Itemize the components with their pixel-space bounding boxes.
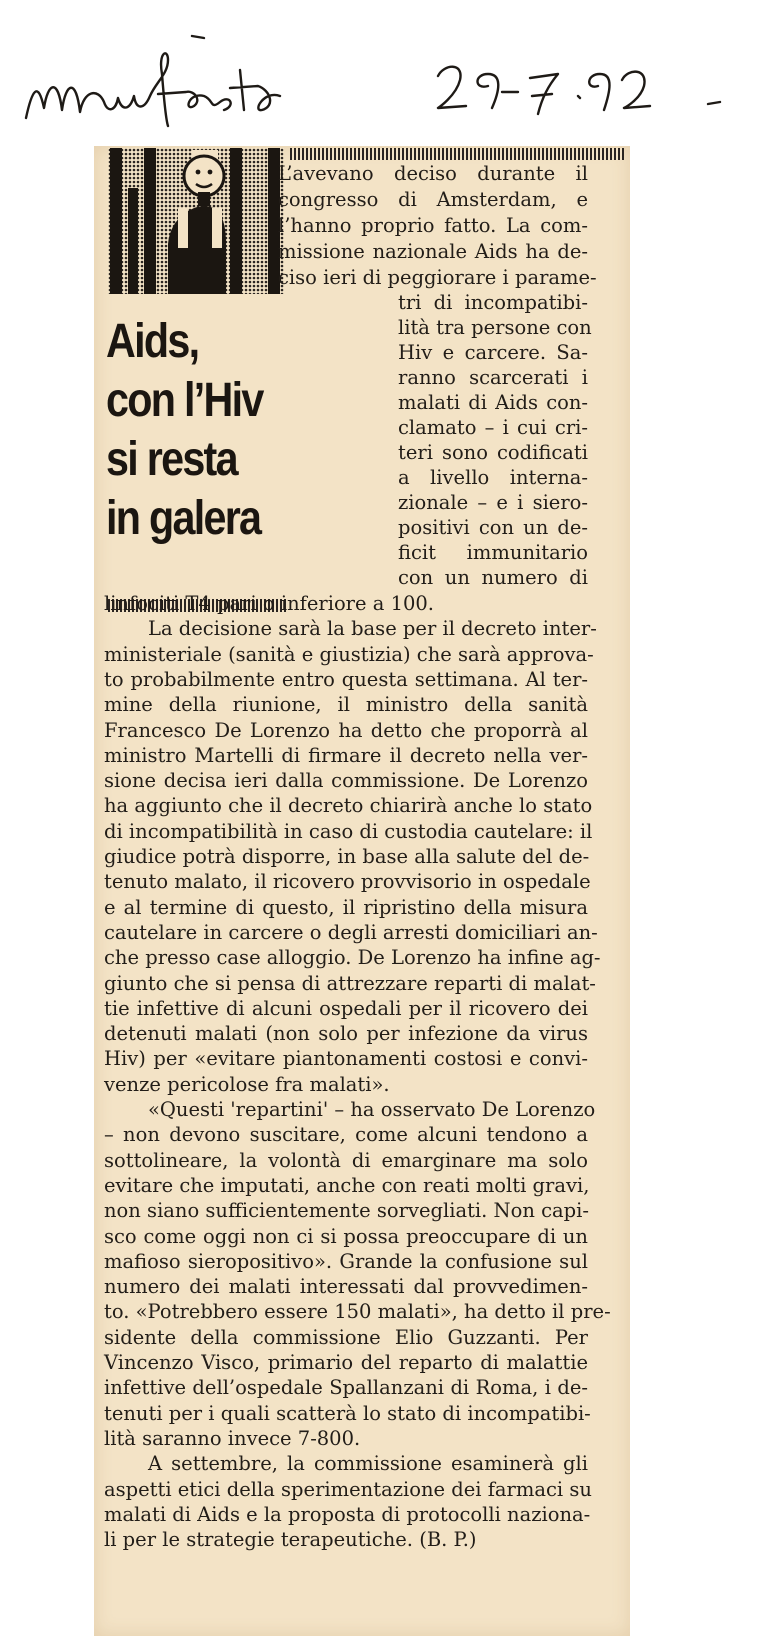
article-line: tie infettive di alcuni ospedali per il ricovero dei — [104, 996, 588, 1020]
article-line: tri di incompatibi- — [398, 291, 588, 314]
article-line: e al termine di questo, il ripristino della misura — [104, 895, 588, 919]
article-line: to probabilmente entro questa settimana. Al ter- — [104, 667, 588, 691]
article-line: ranno scarcerati i — [398, 366, 588, 389]
headline-line: si resta — [106, 433, 237, 486]
article-line: sione decisa ieri dalla commissione. De Lorenzo — [104, 769, 588, 793]
article-line: sco come oggi non ci si possa preoccupare di un — [104, 1224, 588, 1248]
article-line: lità saranno invece 7-800. — [104, 1426, 361, 1450]
article-line: l’hanno proprio fatto. La com- — [278, 214, 588, 237]
headline-line: con l’Hiv — [106, 374, 263, 427]
article-line: ministeriale (sanità e giustizia) che sarà approva- — [104, 642, 594, 666]
article-line: congresso di Amsterdam, e — [278, 188, 588, 211]
article-line: li per le strategie terapeutiche. (B. P.) — [104, 1528, 477, 1552]
article-line: giudice potrà disporre, in base alla salute del de- — [104, 845, 590, 868]
decorative-rule-top — [290, 148, 624, 160]
article-line: L’avevano deciso durante il — [278, 162, 588, 185]
article-line: lità tra persone con — [398, 316, 592, 339]
article-line: ficit immunitario — [398, 541, 588, 564]
article-line: to. «Potrebbero essere 150 malati», ha detto il pre- — [104, 1300, 611, 1324]
article-line: sidente della commissione Elio Guzzanti. Per — [104, 1325, 588, 1349]
article-line: a livello interna- — [398, 466, 588, 489]
article-line: ha aggiunto che il decreto chiarirà anche lo stato — [104, 794, 593, 818]
article-line: Hiv e carcere. Sa- — [398, 341, 588, 364]
prison-bars-illustration — [108, 148, 284, 294]
article-line: di incompatibilità in caso di custodia cautelare: il — [104, 819, 593, 843]
article-line: tenuto malato, il ricovero provvisorio in ospedale — [104, 870, 591, 894]
article-line: positivi con un de- — [398, 516, 588, 539]
article-line: evitare che imputati, anche con reati molti gravi, — [104, 1173, 590, 1197]
article-line: A settembre, la commissione esaminerà gli — [148, 1452, 588, 1476]
article-line: missione nazionale Aids ha de- — [278, 240, 588, 263]
article-line: linfociti T4 pari o inferiore a 100. — [104, 592, 434, 615]
article-line: malati di Aids e la proposta di protocolli naziona- — [104, 1502, 591, 1526]
article-line: mine della riunione, il ministro della sanità — [104, 693, 588, 717]
article-line: che presso case alloggio. De Lorenzo ha infine ag- — [104, 946, 601, 970]
article-line: – non devono suscitare, come alcuni tendono a — [104, 1123, 588, 1147]
article-line: mafioso sieropositivo». Grande la confusione sul — [104, 1249, 588, 1273]
article-line: Hiv) per «evitare piantonamenti costosi e convi- — [104, 1047, 588, 1071]
article-line: clamato – i cui cri- — [398, 416, 588, 439]
article-line: La decisione sarà la base per il decreto inter- — [148, 617, 597, 641]
article-line: teri sono codificati — [398, 441, 588, 464]
headline — [106, 312, 304, 548]
headline-line: in galera — [106, 492, 261, 545]
article-line: con un numero di — [398, 566, 588, 589]
article-line: «Questi 'repartini' – ha osservato De Lorenzo — [148, 1098, 596, 1121]
article-line: ministro Martelli di firmare il decreto nella ver- — [104, 743, 588, 767]
article-line: non siano sufficientemente sorvegliati. Non capi- — [104, 1199, 589, 1223]
article-line: detenuti malati (non solo per infezione da virus — [104, 1022, 588, 1046]
article-line: cautelare in carcere o degli arresti domiciliari an- — [104, 920, 598, 944]
article-line: zionale – e i siero- — [398, 491, 588, 514]
article-line: numero dei malati interessati dal provvedimen- — [104, 1275, 588, 1299]
article-line: Francesco De Lorenzo ha detto che proporrà al — [104, 718, 588, 742]
handwritten-annotation — [18, 30, 758, 130]
article-line: aspetti etici della sperimentazione dei farmaci su — [104, 1477, 592, 1501]
article-line: tenuti per i quali scatterà lo stato di incompatibi- — [104, 1401, 591, 1425]
article-line: infettive dell’ospedale Spallanzani di Roma, i de- — [104, 1376, 588, 1400]
article-line: venze pericolose fra malati». — [104, 1072, 390, 1096]
article-line: ciso ieri di peggiorare i parame- — [278, 266, 597, 289]
article-line: giunto che si pensa di attrezzare reparti di malat- — [104, 971, 596, 995]
article-line: sottolineare, la volontà di emarginare ma solo — [104, 1148, 588, 1172]
article-line: Vincenzo Visco, primario del reparto di malattie — [104, 1351, 588, 1374]
headline-line: Aids, — [106, 315, 199, 368]
article-line: malati di Aids con- — [398, 391, 588, 414]
